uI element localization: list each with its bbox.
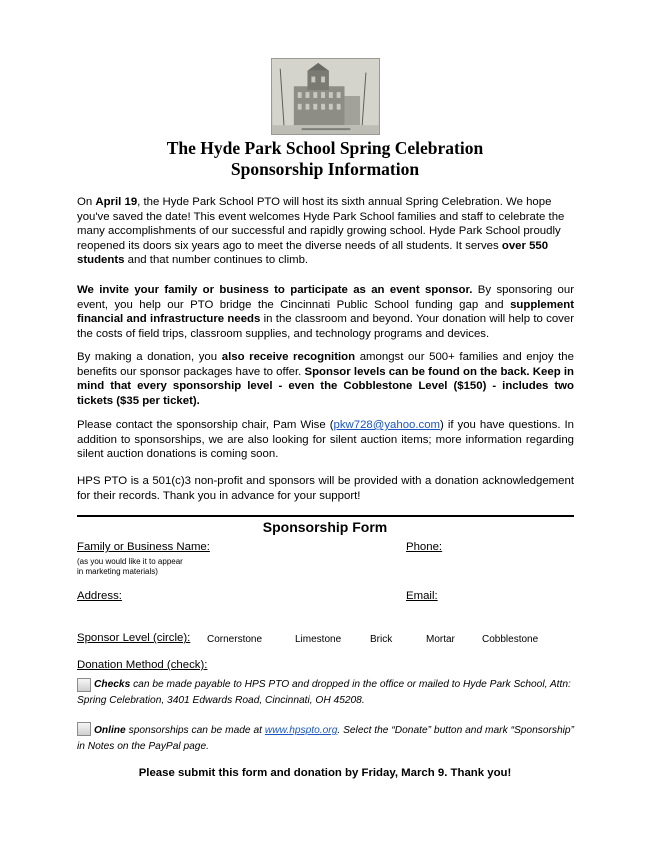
school-building-photo (271, 58, 380, 135)
online-option-text: Online sponsorships can be made at www.hpspto.org. Select the “Donate” button and mark “Sponsorship” in Notes on the PayPal page. (77, 725, 574, 752)
level-option-mortar[interactable]: Mortar (426, 634, 455, 645)
form-title: Sponsorship Form (262, 519, 388, 535)
hpspto-website-link[interactable]: www.hpspto.org (264, 725, 338, 736)
name-note: (as you would like it to appear in marketing materials) (77, 557, 183, 576)
email-label: Email: (406, 590, 438, 602)
intro-paragraph: On April 19, the Hyde Park School PTO will host its sixth annual Spring Celebration. We hope you've saved the date! This event welcomes Hyde Park School families and staff to celebrate the many accomplishments of our successful and rapidly growing school. Hyde Park School proudly reopened its doors six years ago to meet the diverse needs of all students. It serves over 550 students and that number continues to climb. (77, 196, 565, 267)
checks-option-text: Checks can be made payable to HPS PTO and dropped in the office or mailed to Hyde Park School, Attn: Spring Celebration, 3401 Edwards Road, Cincinnati, OH 45208. (77, 679, 571, 706)
page-title: The Hyde Park School Spring Celebration (166, 138, 484, 158)
level-option-brick[interactable]: Brick (370, 634, 393, 645)
nonprofit-paragraph: HPS PTO is a 501(c)3 non-profit and sponsors will be provided with a donation acknowledgement for their records. Thank you in advance for your support! (77, 475, 574, 502)
submission-deadline: Please submit this form and donation by Friday, March 9. Thank you! (138, 767, 512, 779)
event-date: April 19 (95, 196, 138, 208)
family-business-name-label: Family or Business Name: (77, 541, 210, 553)
donation-method-label: Donation Method (check): (77, 659, 208, 671)
invite-paragraph: We invite your family or business to participate as an event sponsor. By sponsoring our event, you help our PTO bridge the Cincinnati Public School funding gap and supplement financial and infrastructure needs in the classroom and beyond. Your donation will help to cover the costs of field trips, classroom supplies, and technology programs and devices. (77, 284, 574, 340)
school-building-icon (272, 59, 379, 134)
level-option-limestone[interactable]: Limestone (295, 634, 342, 645)
contact-paragraph: Please contact the sponsorship chair, Pam Wise (pkw728@yahoo.com) if you have questions. In addition to sponsorships, we are also looking for silent auction items; more information regarding silent auction donations is coming soon. (77, 419, 574, 461)
level-option-cobblestone[interactable]: Cobblestone (482, 634, 539, 645)
page-subtitle: Sponsorship Information (230, 159, 420, 179)
sponsor-level-label: Sponsor Level (circle): (77, 632, 191, 644)
student-count: over 550 students (77, 239, 549, 267)
contact-email-link[interactable]: pkw728@yahoo.com (333, 419, 441, 431)
level-option-cornerstone[interactable]: Cornerstone (207, 634, 263, 645)
form-divider (77, 515, 574, 517)
address-label: Address: (77, 590, 122, 602)
recognition-paragraph: By making a donation, you also receive recognition amongst our 500+ families and enjoy the benefits our sponsor packages have to offer. Sponsor levels can be found on the back. Keep in mind that every sponsorship level - even the Cobblestone Level ($150) - includes two tickets ($35 per ticket). (77, 351, 574, 407)
phone-label: Phone: (406, 541, 443, 553)
